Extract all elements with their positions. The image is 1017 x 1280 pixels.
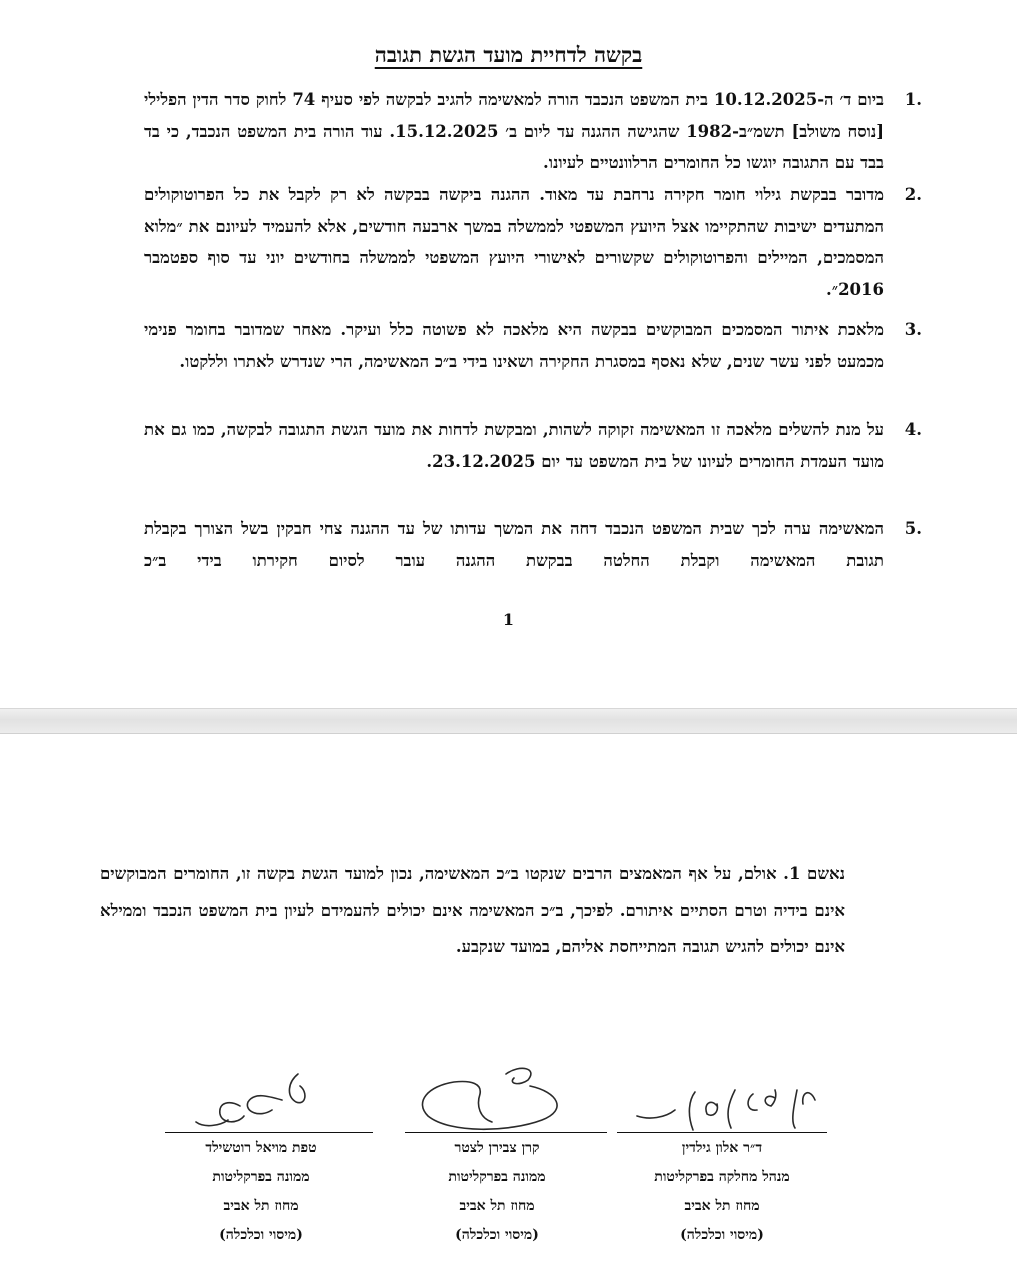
signatory-district: מחוז תל אביב	[459, 1198, 535, 1214]
signatory-name: טפת מויאל רוטשילד	[205, 1140, 317, 1156]
signature-tsviran	[410, 1058, 600, 1138]
signatory-role: מנהל מחלקה בפרקליטות	[654, 1169, 790, 1185]
page-number: 1	[502, 610, 515, 629]
signatory-2	[397, 1134, 597, 1250]
signatory-role: ממונה בפרקליטות	[212, 1169, 310, 1185]
paragraph-4	[144, 414, 922, 477]
paragraph-text: המאשימה ערה לכך שבית המשפט הנכבד דחה את המשך עדותו של עד ההגנה צחי חבקין בשל הצורך בקבלת תגובת המאשימה וקבלת החלטה בבקשת ההגנה עובר לסיום חקירתו בידי ב״כ	[144, 519, 884, 570]
signatory-department: (מיסוי וכלכלה)	[455, 1227, 539, 1243]
paragraph-number: 5.	[904, 519, 922, 538]
paragraph-number: 2.	[904, 185, 922, 204]
paragraph-text: על מנת להשלים מלאכה זו המאשימה זקוקה לשהות, ומבקשת לדחות את מועד הגשת התגובה לבקשה, כמו גם את מועד העמדת החומרים לעיונו של בית המשפט עד יום 23.12.2025.	[144, 420, 884, 471]
paragraph-1	[144, 84, 922, 179]
signatory-district: מחוז תל אביב	[684, 1198, 760, 1214]
signature-gildin	[625, 1070, 825, 1140]
signatory-1	[622, 1134, 822, 1250]
page-separator	[0, 708, 1017, 734]
continuation-paragraph: נאשם 1. אולם, על אף המאמצים הרבים שנקטו ב״כ המאשימה, נכון למועד הגשת בקשה זו, החומרים המבוקשים אינם בידיה וטרם הסתיים איתורם. לפיכך, ב״כ המאשימה אינם יכולים להעמידם לעיון בית המשפט הנכבד וממילא אינם יכולים להגיש תגובה המתייחסת אליהם, במועד שנקבע.	[100, 864, 845, 956]
paragraph-text: מדובר בבקשת גילוי חומר חקירה נרחבת עד מאוד. ההגנה ביקשה בבקשה לא רק לקבל את כל הפרוטוקולים המתעדים ישיבות שהתקיימו אצל היועץ המשפטי לממשלה במשך ארבעה חודשים, אלא להעמיד לעיונם את ״מלוא המסמכים, המיילים והפרוטוקולים שקשורים לאישורי היועץ המשפטי לממשלה בחודשים יוני עד סוף ספטמבר 2016״.	[144, 185, 884, 299]
paragraph-number: 1.	[904, 90, 922, 109]
signatory-department: (מיסוי וכלכלה)	[219, 1227, 303, 1243]
document-title: בקשה לדחיית מועד הגשת תגובה	[374, 42, 643, 67]
signatory-name: ד״ר אלון גילדין	[681, 1140, 763, 1156]
paragraph-5	[144, 513, 922, 576]
paragraph-number: 3.	[904, 320, 922, 339]
paragraph-text: מלאכת איתור המסמכים המבוקשים בבקשה היא מלאכה לא פשוטה כלל ועיקר. מאחר שמדובר בחומר פנימי מכמעט לפני עשר שנים, שלא נאסף במסגרת החקירה ושאינו בידי ב״כ המאשימה, הרי שנדרש לאתרו וללקטו.	[144, 320, 884, 371]
paragraph-2	[144, 179, 922, 305]
paragraph-3	[144, 314, 922, 377]
signatory-name: קרן צבירן לצטר	[454, 1140, 540, 1156]
paragraph-text: ביום ד׳ ה-10.12.2025 בית המשפט הנכבד הורה למאשימה להגיב לבקשה לפי סעיף 74 לחוק סדר הדין הפלילי [נוסח משולב] תשמ״ב-1982 שהגישה ההגנה עד ליום ב׳ 15.12.2025. עוד הורה בית המשפט הנכבד, כי בד בבד עם התגובה יוגשו כל החומרים הרלוונטיים לעיונו.	[144, 90, 885, 172]
paragraph-number: 4.	[904, 420, 922, 439]
signatory-department: (מיסוי וכלכלה)	[680, 1227, 764, 1243]
signatory-district: מחוז תל אביב	[223, 1198, 299, 1214]
signatory-3	[161, 1134, 361, 1250]
signatory-role: ממונה בפרקליטות	[448, 1169, 546, 1185]
signature-rothschild	[190, 1062, 340, 1137]
